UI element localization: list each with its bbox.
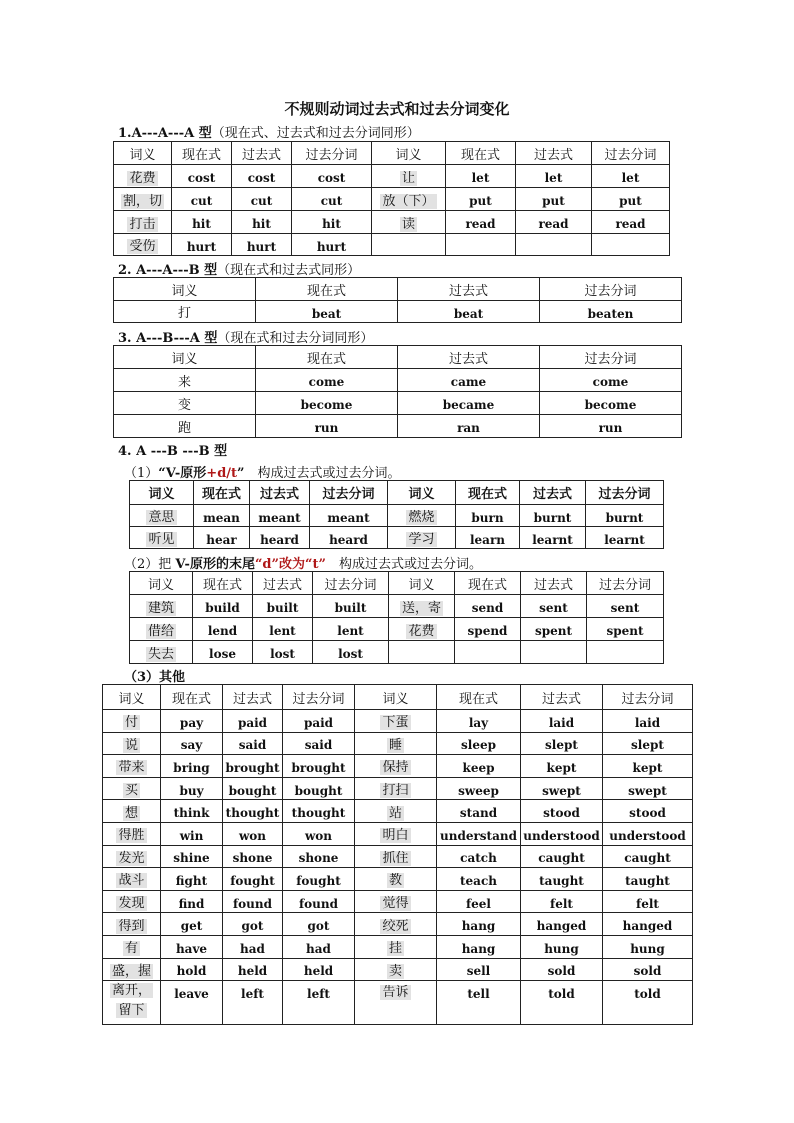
meaning-cell [372, 234, 446, 256]
past-form-cell: fought [223, 868, 283, 891]
past-form-cell: meant [250, 505, 310, 527]
past-form-cell: burnt [520, 505, 586, 527]
meaning-cell: 变 [114, 392, 256, 415]
past-form-cell: understood [521, 822, 603, 845]
past-form-cell: got [223, 913, 283, 936]
present-form-cell: read [446, 211, 516, 234]
subsection-4-1-rule: “V-原形 [158, 466, 207, 481]
past-participle-cell: beaten [540, 301, 682, 323]
present-form-cell: cut [172, 188, 232, 211]
present-form-cell: learn [456, 527, 520, 549]
past-participle-cell: hung [603, 935, 693, 958]
meaning-cell: 学习 [388, 527, 456, 549]
past-participle-cell: sent [587, 595, 664, 618]
subsection-4-1-prefix: （1） [124, 466, 159, 481]
present-form-cell: hear [194, 527, 250, 549]
meaning-cell: 发现 [103, 890, 161, 913]
past-participle-cell: bought [283, 777, 355, 800]
header-participle: 过去分词 [592, 142, 670, 165]
table-header-row [103, 685, 693, 710]
past-participle-cell: laid [603, 710, 693, 733]
present-form-cell: stand [437, 800, 521, 823]
table-aab [113, 277, 682, 323]
table-row [114, 211, 670, 234]
meaning-cell: 得到 [103, 913, 161, 936]
past-participle-cell: slept [603, 732, 693, 755]
table-row [103, 868, 693, 891]
meaning-cell: 抓住 [355, 845, 437, 868]
table-abb-d-to-t [129, 571, 664, 664]
section-3-heading [118, 327, 373, 346]
section-2-note: （现在式和过去式同形） [217, 263, 361, 278]
present-form-cell: bring [161, 755, 223, 778]
meaning-cell: 打 [114, 301, 256, 323]
present-form-cell: shine [161, 845, 223, 868]
table-row [103, 981, 693, 1025]
past-form-cell: thought [223, 800, 283, 823]
past-form-cell: hanged [521, 913, 603, 936]
meaning-cell: 保持 [355, 755, 437, 778]
meaning-cell: 来 [114, 369, 256, 392]
header-meaning: 词义 [130, 572, 193, 595]
past-participle-cell: sold [603, 958, 693, 981]
past-participle-cell: found [283, 890, 355, 913]
past-form-cell: learnt [520, 527, 586, 549]
present-form-cell: win [161, 822, 223, 845]
meaning-cell: 觉得 [355, 890, 437, 913]
present-form-cell [446, 234, 516, 256]
past-participle-cell: felt [603, 890, 693, 913]
header-past: 过去式 [250, 481, 310, 505]
table-row [114, 415, 682, 438]
past-form-cell: spent [521, 618, 587, 641]
meaning-cell: 战斗 [103, 868, 161, 891]
past-participle-cell: brought [283, 755, 355, 778]
present-form-cell: catch [437, 845, 521, 868]
table-abb-other [102, 684, 693, 1025]
past-form-cell: hit [232, 211, 292, 234]
header-present: 现在式 [256, 278, 398, 301]
present-form-cell: run [256, 415, 398, 438]
present-form-cell: fight [161, 868, 223, 891]
header-meaning: 词义 [388, 481, 456, 505]
meaning-cell: 燃烧 [388, 505, 456, 527]
table-row [103, 755, 693, 778]
subsection-4-2-prefix: （2）把 [124, 557, 176, 572]
past-form-cell: hung [521, 935, 603, 958]
subsection-4-1-suffix: +d/t [206, 466, 238, 481]
past-form-cell: beat [398, 301, 540, 323]
meaning-cell: 花费 [114, 165, 172, 188]
past-form-cell: ran [398, 415, 540, 438]
section-1-heading [118, 122, 420, 141]
past-participle-cell: got [283, 913, 355, 936]
past-form-cell: lost [253, 641, 313, 664]
table-row [103, 958, 693, 981]
subsection-4-1-note: 构成过去式或过去分词。 [244, 466, 401, 481]
meaning-cell: 想 [103, 800, 161, 823]
section-2-label: 2. A---A---B 型 [118, 263, 218, 278]
table-aba [113, 345, 682, 438]
header-present: 现在式 [455, 572, 521, 595]
header-meaning: 词义 [114, 278, 256, 301]
subsection-4-2-change: “d”改为“t” [254, 557, 326, 572]
table-row [130, 618, 664, 641]
past-form-cell: bought [223, 777, 283, 800]
table-header-row [130, 481, 664, 505]
table-row [130, 595, 664, 618]
past-form-cell: cut [232, 188, 292, 211]
subsection-4-2-rule: V-原形的末尾 [175, 557, 255, 572]
past-form-cell: caught [521, 845, 603, 868]
table-row [114, 165, 670, 188]
table-header-row [130, 572, 664, 595]
table-row [103, 800, 693, 823]
table-header-row [114, 346, 682, 369]
header-present: 现在式 [437, 685, 521, 710]
past-form-cell: said [223, 732, 283, 755]
past-participle-cell: hanged [603, 913, 693, 936]
past-participle-cell [587, 641, 664, 664]
past-participle-cell: meant [310, 505, 388, 527]
past-form-cell: lent [253, 618, 313, 641]
header-meaning: 词义 [114, 346, 256, 369]
present-form-cell: let [446, 165, 516, 188]
past-form-cell: heard [250, 527, 310, 549]
present-form-cell: build [193, 595, 253, 618]
past-form-cell: left [223, 981, 283, 1025]
meaning-cell: 送，寄 [389, 595, 455, 618]
present-form-cell: hurt [172, 234, 232, 256]
meaning-cell: 告诉 [355, 981, 437, 1025]
meaning-cell: 意思 [130, 505, 194, 527]
header-meaning: 词义 [355, 685, 437, 710]
past-form-cell: read [516, 211, 592, 234]
table-row [103, 732, 693, 755]
meaning-cell: 读 [372, 211, 446, 234]
header-participle: 过去分词 [540, 278, 682, 301]
header-participle: 过去分词 [292, 142, 372, 165]
present-form-cell: lose [193, 641, 253, 664]
past-participle-cell: told [603, 981, 693, 1025]
meaning-cell: 带来 [103, 755, 161, 778]
present-form-cell: lend [193, 618, 253, 641]
header-past: 过去式 [398, 346, 540, 369]
header-past: 过去式 [398, 278, 540, 301]
past-participle-cell: held [283, 958, 355, 981]
header-meaning: 词义 [130, 481, 194, 505]
present-form-cell: have [161, 935, 223, 958]
meaning-cell: 打扫 [355, 777, 437, 800]
past-participle-cell: heard [310, 527, 388, 549]
past-participle-cell: said [283, 732, 355, 755]
past-form-cell: kept [521, 755, 603, 778]
past-form-cell: let [516, 165, 592, 188]
past-participle-cell: put [592, 188, 670, 211]
past-form-cell: slept [521, 732, 603, 755]
header-participle: 过去分词 [540, 346, 682, 369]
past-form-cell: built [253, 595, 313, 618]
past-form-cell: brought [223, 755, 283, 778]
past-participle-cell: let [592, 165, 670, 188]
header-present: 现在式 [194, 481, 250, 505]
meaning-cell: 跑 [114, 415, 256, 438]
present-form-cell: spend [455, 618, 521, 641]
header-present: 现在式 [193, 572, 253, 595]
section-2-heading [118, 259, 360, 278]
past-participle-cell: left [283, 981, 355, 1025]
section-3-note: （现在式和过去分词同形） [217, 331, 374, 346]
past-form-cell: paid [223, 710, 283, 733]
header-present: 现在式 [172, 142, 232, 165]
header-past: 过去式 [516, 142, 592, 165]
present-form-cell: come [256, 369, 398, 392]
header-past: 过去式 [223, 685, 283, 710]
header-meaning: 词义 [389, 572, 455, 595]
meaning-cell: 挂 [355, 935, 437, 958]
header-participle: 过去分词 [586, 481, 664, 505]
table-row [130, 641, 664, 664]
present-form-cell: understand [437, 822, 521, 845]
meaning-cell: 受伤 [114, 234, 172, 256]
past-form-cell: hurt [232, 234, 292, 256]
header-participle: 过去分词 [313, 572, 389, 595]
past-participle-cell: caught [603, 845, 693, 868]
header-meaning: 词义 [372, 142, 446, 165]
header-past: 过去式 [520, 481, 586, 505]
past-participle-cell: won [283, 822, 355, 845]
meaning-cell: 得胜 [103, 822, 161, 845]
header-participle: 过去分词 [283, 685, 355, 710]
table-row [130, 527, 664, 549]
table-row [114, 188, 670, 211]
subsection-4-2-heading [124, 553, 482, 572]
subsection-4-3-heading: （3）其他 [124, 670, 186, 685]
header-participle: 过去分词 [603, 685, 693, 710]
past-participle-cell: shone [283, 845, 355, 868]
past-participle-cell [592, 234, 670, 256]
header-present: 现在式 [256, 346, 398, 369]
subsection-4-1-heading [124, 462, 401, 481]
past-form-cell: felt [521, 890, 603, 913]
table-aaa [113, 141, 670, 256]
meaning-cell: 失去 [130, 641, 193, 664]
present-form-cell: mean [194, 505, 250, 527]
present-form-cell: burn [456, 505, 520, 527]
past-participle-cell: cut [292, 188, 372, 211]
present-form-cell: pay [161, 710, 223, 733]
table-row [114, 392, 682, 415]
table-abb-dt [129, 480, 664, 549]
past-form-cell: stood [521, 800, 603, 823]
past-form-cell [516, 234, 592, 256]
past-form-cell: shone [223, 845, 283, 868]
past-form-cell [521, 641, 587, 664]
past-participle-cell: spent [587, 618, 664, 641]
meaning-cell: 有 [103, 935, 161, 958]
meaning-cell: 花费 [389, 618, 455, 641]
past-participle-cell: thought [283, 800, 355, 823]
present-form-cell: send [455, 595, 521, 618]
present-form-cell: get [161, 913, 223, 936]
past-participle-cell: hurt [292, 234, 372, 256]
meaning-cell: 割，切 [114, 188, 172, 211]
present-form-cell: hang [437, 913, 521, 936]
past-form-cell: swept [521, 777, 603, 800]
past-participle-cell: run [540, 415, 682, 438]
past-form-cell: taught [521, 868, 603, 891]
header-present: 现在式 [161, 685, 223, 710]
present-form-cell: keep [437, 755, 521, 778]
meaning-cell: 听见 [130, 527, 194, 549]
past-participle-cell: taught [603, 868, 693, 891]
meaning-cell: 离开， 留下 [103, 981, 161, 1025]
past-form-cell: won [223, 822, 283, 845]
header-participle: 过去分词 [310, 481, 388, 505]
past-form-cell: found [223, 890, 283, 913]
table-header-row [114, 278, 682, 301]
table-row [103, 913, 693, 936]
past-participle-cell: had [283, 935, 355, 958]
table-row [103, 845, 693, 868]
past-participle-cell: hit [292, 211, 372, 234]
past-participle-cell: understood [603, 822, 693, 845]
meaning-cell: 付 [103, 710, 161, 733]
past-form-cell: sold [521, 958, 603, 981]
meaning-cell: 借给 [130, 618, 193, 641]
past-participle-cell: lent [313, 618, 389, 641]
past-participle-cell: read [592, 211, 670, 234]
meaning-cell: 买 [103, 777, 161, 800]
table-header-row [114, 142, 670, 165]
past-participle-cell: learnt [586, 527, 664, 549]
subsection-4-1-quote: ” [237, 466, 245, 481]
present-form-cell: put [446, 188, 516, 211]
table-row [114, 369, 682, 392]
meaning-cell: 下蛋 [355, 710, 437, 733]
meaning-cell: 说 [103, 732, 161, 755]
meaning-cell: 打击 [114, 211, 172, 234]
past-participle-cell: paid [283, 710, 355, 733]
past-form-cell: had [223, 935, 283, 958]
past-participle-cell: burnt [586, 505, 664, 527]
meaning-cell: 建筑 [130, 595, 193, 618]
present-form-cell: sweep [437, 777, 521, 800]
table-row [114, 301, 682, 323]
meaning-cell: 盛，握 [103, 958, 161, 981]
header-meaning: 词义 [114, 142, 172, 165]
present-form-cell: sleep [437, 732, 521, 755]
table-row [130, 505, 664, 527]
meaning-cell: 睡 [355, 732, 437, 755]
past-participle-cell: cost [292, 165, 372, 188]
past-form-cell: put [516, 188, 592, 211]
past-form-cell: became [398, 392, 540, 415]
past-participle-cell: lost [313, 641, 389, 664]
past-form-cell: held [223, 958, 283, 981]
meaning-cell [389, 641, 455, 664]
past-form-cell: laid [521, 710, 603, 733]
past-participle-cell: built [313, 595, 389, 618]
header-past: 过去式 [253, 572, 313, 595]
table-row [114, 234, 670, 256]
present-form-cell: beat [256, 301, 398, 323]
present-form-cell: hold [161, 958, 223, 981]
present-form-cell: cost [172, 165, 232, 188]
meaning-cell: 绞死 [355, 913, 437, 936]
page-title: 不规则动词过去式和过去分词变化 [284, 100, 510, 118]
present-form-cell: say [161, 732, 223, 755]
section-3-label: 3. A---B---A 型 [118, 331, 218, 346]
header-present: 现在式 [456, 481, 520, 505]
past-participle-cell: become [540, 392, 682, 415]
section-4-heading: 4. A ---B ---B 型 [118, 444, 228, 459]
header-past: 过去式 [521, 685, 603, 710]
meaning-cell: 站 [355, 800, 437, 823]
past-form-cell: came [398, 369, 540, 392]
present-form-cell: buy [161, 777, 223, 800]
past-participle-cell: come [540, 369, 682, 392]
present-form-cell: think [161, 800, 223, 823]
present-form-cell: leave [161, 981, 223, 1025]
present-form-cell: tell [437, 981, 521, 1025]
present-form-cell: feel [437, 890, 521, 913]
past-participle-cell: fought [283, 868, 355, 891]
past-participle-cell: kept [603, 755, 693, 778]
present-form-cell: find [161, 890, 223, 913]
meaning-cell: 让 [372, 165, 446, 188]
present-form-cell: teach [437, 868, 521, 891]
past-form-cell: sent [521, 595, 587, 618]
past-participle-cell: stood [603, 800, 693, 823]
header-past: 过去式 [521, 572, 587, 595]
meaning-cell: 放（下） [372, 188, 446, 211]
section-1-label: 1.A---A---A 型 [118, 126, 212, 141]
present-form-cell [455, 641, 521, 664]
table-row [103, 710, 693, 733]
meaning-cell: 发光 [103, 845, 161, 868]
subsection-4-2-note: 构成过去式或过去分词。 [325, 557, 482, 572]
meaning-cell: 教 [355, 868, 437, 891]
header-participle: 过去分词 [587, 572, 664, 595]
present-form-cell: sell [437, 958, 521, 981]
meaning-cell: 卖 [355, 958, 437, 981]
header-past: 过去式 [232, 142, 292, 165]
past-form-cell: cost [232, 165, 292, 188]
meaning-cell: 明白 [355, 822, 437, 845]
table-row [103, 890, 693, 913]
section-1-note: （现在式、过去式和过去分词同形） [211, 126, 420, 141]
table-row [103, 777, 693, 800]
header-present: 现在式 [446, 142, 516, 165]
past-participle-cell: swept [603, 777, 693, 800]
present-form-cell: become [256, 392, 398, 415]
table-row [103, 935, 693, 958]
header-meaning: 词义 [103, 685, 161, 710]
past-form-cell: told [521, 981, 603, 1025]
present-form-cell: hang [437, 935, 521, 958]
present-form-cell: hit [172, 211, 232, 234]
present-form-cell: lay [437, 710, 521, 733]
table-row [103, 822, 693, 845]
